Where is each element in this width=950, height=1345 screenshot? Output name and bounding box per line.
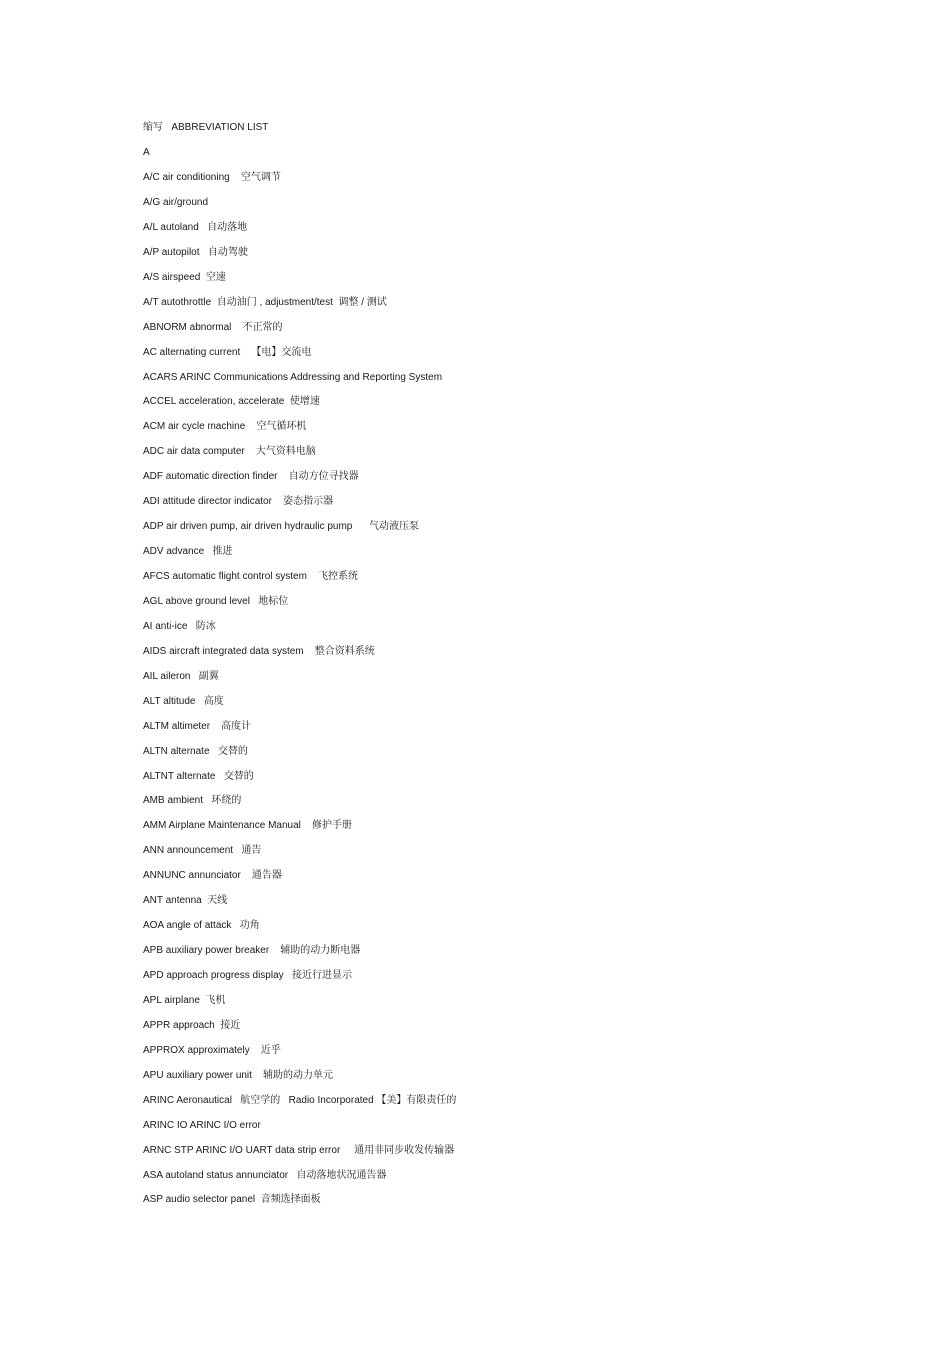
abbreviation-entry: APU auxiliary power unit 辅助的动力单元 xyxy=(143,1069,334,1081)
abbreviation-entry: AI anti-ice 防冰 xyxy=(143,620,216,632)
abbreviation-entry: AIL aileron 副翼 xyxy=(143,670,219,682)
abbreviation-entry: AMM Airplane Maintenance Manual 修护手册 xyxy=(143,820,352,832)
abbreviation-entry: ALTNT alternate 交替的 xyxy=(143,770,254,782)
abbreviation-entry: ADV advance 推进 xyxy=(143,546,233,558)
abbreviation-entry: A/S airspeed 空速 xyxy=(143,271,226,283)
abbreviation-entry: ARINC IO ARINC I/O error xyxy=(143,1119,261,1131)
abbreviation-entry: A/T autothrottle 自动油门 , adjustment/test 调整 / 测试 xyxy=(143,296,387,308)
abbreviation-entry: ALTN alternate 交替的 xyxy=(143,745,248,757)
section-letter: A xyxy=(143,147,150,158)
abbreviation-entry: ACM air cycle machine 空气循环机 xyxy=(143,421,307,433)
abbreviation-entry: ACCEL acceleration, accelerate 使增速 xyxy=(143,396,320,408)
abbreviation-entry: ANN announcement 通告 xyxy=(143,845,262,857)
abbreviation-entry: APPR approach 接近 xyxy=(143,1019,241,1031)
abbreviation-entry: A/G air/ground xyxy=(143,196,209,208)
abbreviation-entry: A/C air conditioning 空气调节 xyxy=(143,172,281,183)
abbreviation-list xyxy=(143,171,456,1218)
document-title: 缩写 ABBREVIATION LIST xyxy=(143,122,269,133)
abbreviation-entry: AC alternating current 【电】交流电 xyxy=(143,346,312,358)
abbreviation-entry: AFCS automatic flight control system 飞控系统 xyxy=(143,571,359,582)
abbreviation-entry: AGL above ground level 地标位 xyxy=(143,595,289,607)
abbreviation-entry: A/P autopilot 自动驾驶 xyxy=(143,246,248,258)
abbreviation-entry: APB auxiliary power breaker 辅助的动力断电器 xyxy=(143,945,361,957)
abbreviation-entry: ARNC STP ARINC I/O UART data strip error 通用非同步收发传输器 xyxy=(143,1144,455,1156)
abbreviation-entry: A/L autoland 自动落地 xyxy=(143,221,248,233)
abbreviation-entry: ADC air data computer 大气资料电脑 xyxy=(143,446,316,458)
abbreviation-entry: APD approach progress display 接近行进显示 xyxy=(143,970,352,981)
abbreviation-entry: ADI attitude director indicator 姿态指示器 xyxy=(143,496,334,508)
abbreviation-entry: ALT altitude 高度 xyxy=(143,695,224,707)
abbreviation-entry: ASP audio selector panel 音频选择面板 xyxy=(143,1194,321,1206)
abbreviation-entry: ARINC Aeronautical 航空学的 Radio Incorporated 【美】有限责任的 xyxy=(143,1094,457,1106)
abbreviation-entry: ASA autoland status annunciator 自动落地状况通告器 xyxy=(143,1169,387,1181)
abbreviation-entry: ADF automatic direction finder 自动方位寻找器 xyxy=(143,471,359,483)
abbreviation-entry: ADP air driven pump, air driven hydraulic pump 气动液压泵 xyxy=(143,521,420,533)
abbreviation-entry: ABNORM abnormal 不正常的 xyxy=(143,321,283,333)
abbreviation-entry: ANT antenna 天线 xyxy=(143,895,228,907)
abbreviation-entry: AOA angle of attack 功角 xyxy=(143,920,260,932)
abbreviation-entry: APL airplane 飞机 xyxy=(143,994,226,1006)
abbreviation-entry: APPROX approximately 近乎 xyxy=(143,1044,281,1056)
abbreviation-entry: ALTM altimeter 高度计 xyxy=(143,720,252,732)
abbreviation-entry: AMB ambient 环绕的 xyxy=(143,795,242,807)
abbreviation-entry: ANNUNC annunciator 通告器 xyxy=(143,870,282,882)
abbreviation-entry: AIDS aircraft integrated data system 整合资料系统 xyxy=(143,645,375,657)
abbreviation-entry: ACARS ARINC Communications Addressing and Reporting System xyxy=(143,371,443,383)
